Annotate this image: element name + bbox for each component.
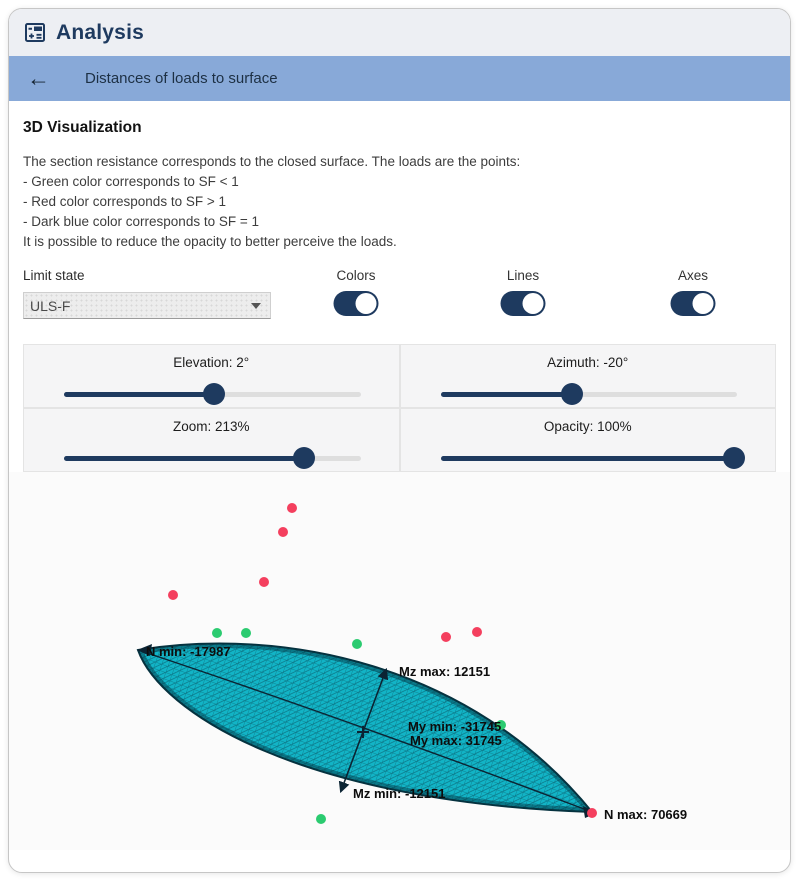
app-header: [9, 9, 790, 56]
slider-fill: [64, 456, 304, 461]
azimuth-slider-label: Azimuth: -20°: [547, 355, 629, 370]
app-title: Analysis: [56, 20, 144, 44]
colors-toggle[interactable]: [334, 291, 379, 316]
load-point-green: [241, 628, 251, 638]
elevation-slider-label: Elevation: 2°: [173, 355, 250, 370]
toggle-knob: [356, 293, 377, 314]
section-heading: 3D Visualization: [23, 119, 142, 136]
slider-knob[interactable]: [561, 383, 583, 405]
limit-state-group: [23, 268, 776, 319]
main-content: [9, 101, 790, 850]
opacity-slider[interactable]: [441, 447, 738, 469]
analysis-window: [8, 8, 791, 873]
zoom-slider[interactable]: [64, 447, 361, 469]
limit-state-label: Limit state: [23, 268, 85, 283]
load-point-red: [278, 527, 288, 537]
calculator-icon: [25, 23, 45, 42]
surface-label: Mz max: 12151: [399, 664, 491, 679]
slider-knob[interactable]: [203, 383, 225, 405]
load-point-red: [441, 632, 451, 642]
surface-label: N min: -17987: [146, 644, 231, 659]
legend-red: - Red color corresponds to SF > 1: [23, 194, 226, 209]
toggle-knob: [693, 293, 714, 314]
slider-fill: [441, 456, 735, 461]
load-point-green: [212, 628, 222, 638]
colors-toggle-label: Colors: [336, 268, 376, 283]
opacity-slider-label: Opacity: 100%: [543, 419, 632, 434]
back-arrow-icon[interactable]: ←: [27, 65, 50, 91]
slider-knob[interactable]: [723, 447, 745, 469]
load-point-red: [259, 577, 269, 587]
load-point-red: [587, 808, 597, 818]
controls-row: [23, 268, 776, 330]
slider-grid: [23, 344, 776, 472]
legend-green: - Green color corresponds to SF < 1: [23, 174, 239, 189]
zoom-slider-label: Zoom: 213%: [172, 419, 250, 434]
load-point-red: [472, 627, 482, 637]
elevation-slider[interactable]: [64, 383, 361, 405]
lines-toggle[interactable]: [501, 291, 546, 316]
slider-fill: [441, 392, 573, 397]
limit-state-value: ULS-F: [30, 297, 71, 314]
surface-label: N max: 70669: [604, 807, 688, 822]
slider-fill: [64, 392, 214, 397]
surface-label: My max: 31745: [410, 733, 502, 748]
load-point-green: [316, 814, 326, 824]
azimuth-slider[interactable]: [441, 383, 738, 405]
limit-state-select[interactable]: [23, 292, 271, 319]
lines-toggle-group: [501, 268, 546, 316]
interaction-surface-plot[interactable]: [9, 472, 790, 850]
load-point-green: [352, 639, 362, 649]
toggle-knob: [523, 293, 544, 314]
azimuth-slider-cell: [400, 344, 777, 408]
axes-toggle[interactable]: [671, 291, 716, 316]
axes-toggle-group: [671, 268, 716, 316]
opacity-slider-cell: [400, 408, 777, 472]
chevron-down-icon: [251, 303, 261, 309]
page-title: Distances of loads to surface: [85, 70, 278, 87]
3d-viewport[interactable]: [9, 472, 790, 850]
description-intro: The section resistance corresponds to the closed surface. The loads are the points:: [23, 154, 521, 169]
description-block: [23, 152, 776, 252]
slider-knob[interactable]: [293, 447, 315, 469]
elevation-slider-cell: [23, 344, 400, 408]
surface-label: My min: -31745: [408, 719, 502, 734]
opacity-note: It is possible to reduce the opacity to better perceive the loads.: [23, 234, 397, 249]
zoom-slider-cell: [23, 408, 400, 472]
lines-toggle-label: Lines: [506, 268, 540, 283]
colors-toggle-group: [334, 268, 379, 316]
load-point-red: [287, 503, 297, 513]
surface-label: Mz min: -12151: [353, 786, 446, 801]
legend-darkblue: - Dark blue color corresponds to SF = 1: [23, 214, 259, 229]
axes-toggle-label: Axes: [677, 268, 708, 283]
nav-bar: [9, 56, 790, 101]
load-point-red: [168, 590, 178, 600]
